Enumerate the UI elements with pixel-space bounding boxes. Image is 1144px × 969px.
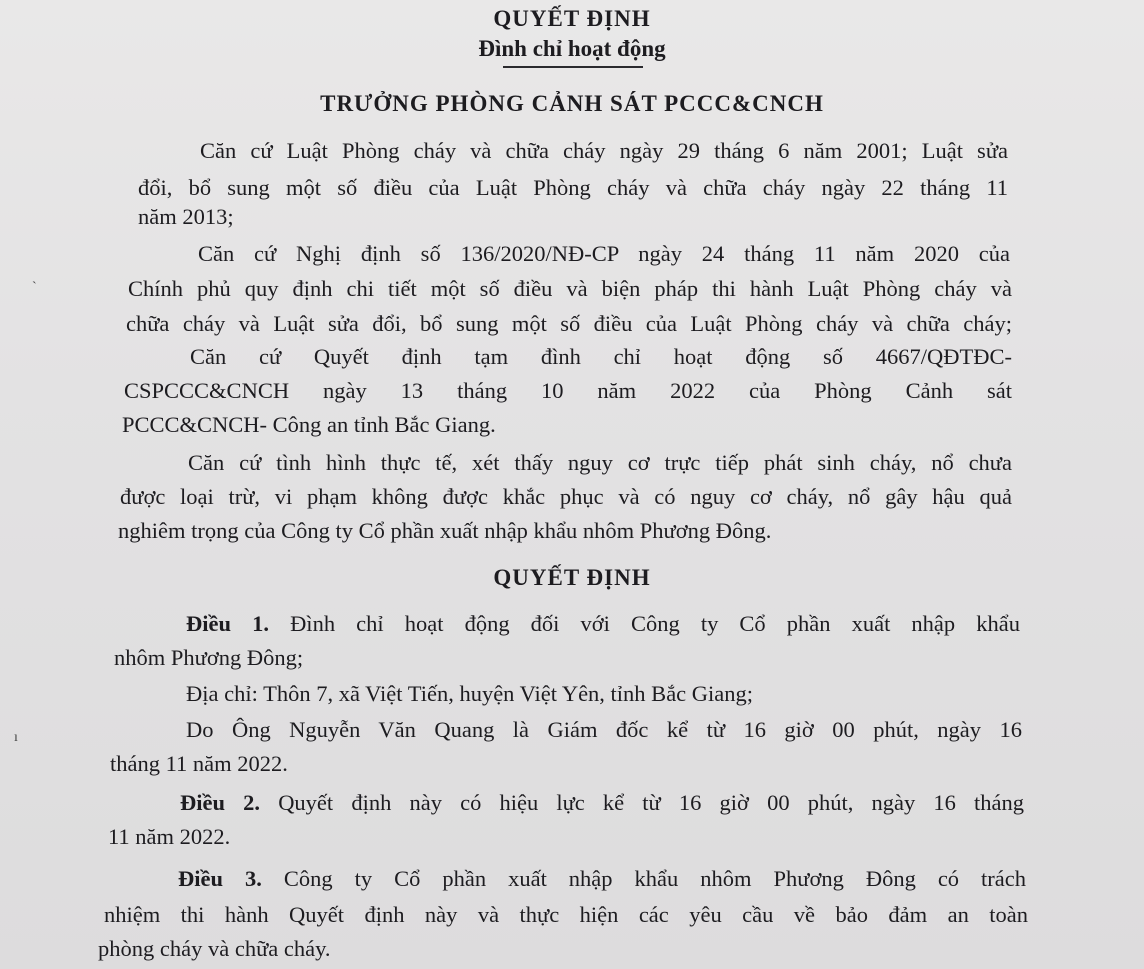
article-1-line: tháng 11 năm 2022. xyxy=(110,751,288,776)
article-1-line: Do Ông Nguyễn Văn Quang là Giám đốc kể từ 16 giờ 00 phút, ngày 16 xyxy=(186,717,1022,742)
preamble-line: nghiêm trọng của Công ty Cổ phần xuất nhập khẩu nhôm Phương Đông. xyxy=(118,518,772,543)
article-3-line xyxy=(178,868,1026,891)
preamble-line: Căn cứ tình hình thực tế, xét thấy nguy cơ trực tiếp phát sinh cháy, nổ chưa xyxy=(188,450,1012,475)
preamble-line: Căn cứ Quyết định tạm đình chỉ hoạt động số 4667/QĐTĐC- xyxy=(190,344,1012,369)
article-3-text: Công ty Cổ phần xuất nhập khẩu nhôm Phương Đông có trách xyxy=(283,866,1027,891)
preamble-line: Căn cứ Luật Phòng cháy và chữa cháy ngày 29 tháng 6 năm 2001; Luật sửa xyxy=(200,138,1008,163)
margin-mark: ı xyxy=(14,730,18,745)
article-1-text: Đình chỉ hoạt động đối với Công ty Cổ phần xuất nhập khẩu xyxy=(290,611,1021,636)
article-2-line xyxy=(180,792,1024,815)
subtitle-underline xyxy=(503,66,643,68)
article-2-text: Quyết định này có hiệu lực kể từ 16 giờ 00 phút, ngày 16 tháng xyxy=(278,790,1025,815)
article-3-line: phòng cháy và chữa cháy. xyxy=(98,936,331,961)
decision-heading: QUYẾT ĐỊNH xyxy=(493,565,651,590)
article-1-label: Điều 1. xyxy=(186,611,269,636)
preamble-line: được loại trừ, vi phạm không được khắc phục và có nguy cơ cháy, nổ gây hậu quả xyxy=(120,484,1012,509)
article-2-label: Điều 2. xyxy=(180,790,261,815)
article-1-line xyxy=(186,613,1020,636)
margin-mark: ` xyxy=(32,280,37,295)
article-3-label: Điều 3. xyxy=(178,866,262,891)
issuing-authority: TRƯỞNG PHÒNG CẢNH SÁT PCCC&CNCH xyxy=(320,91,824,116)
preamble-line: chữa cháy và Luật sửa đổi, bổ sung một số điều của Luật Phòng cháy và chữa cháy; xyxy=(126,311,1012,336)
preamble-line: PCCC&CNCH- Công an tỉnh Bắc Giang. xyxy=(122,412,496,437)
preamble-line: Chính phủ quy định chi tiết một số điều và biện pháp thi hành Luật Phòng cháy và xyxy=(128,276,1012,301)
document-subtitle: Đình chỉ hoạt động xyxy=(478,36,666,61)
preamble-line: năm 2013; xyxy=(138,204,234,229)
article-2-line: 11 năm 2022. xyxy=(108,824,231,849)
preamble-line: Căn cứ Nghị định số 136/2020/NĐ-CP ngày 24 tháng 11 năm 2020 của xyxy=(198,241,1010,266)
article-1-address: Địa chỉ: Thôn 7, xã Việt Tiến, huyện Việt Yên, tỉnh Bắc Giang; xyxy=(186,681,754,706)
document-title: QUYẾT ĐỊNH xyxy=(493,6,651,31)
article-3-line: nhiệm thi hành Quyết định này và thực hiện các yêu cầu về bảo đảm an toàn xyxy=(104,902,1028,927)
article-1-line: nhôm Phương Đông; xyxy=(114,645,304,670)
preamble-line: CSPCCC&CNCH ngày 13 tháng 10 năm 2022 của Phòng Cảnh sát xyxy=(124,378,1012,403)
preamble-line: đổi, bổ sung một số điều của Luật Phòng cháy và chữa cháy ngày 22 tháng 11 xyxy=(138,175,1008,200)
